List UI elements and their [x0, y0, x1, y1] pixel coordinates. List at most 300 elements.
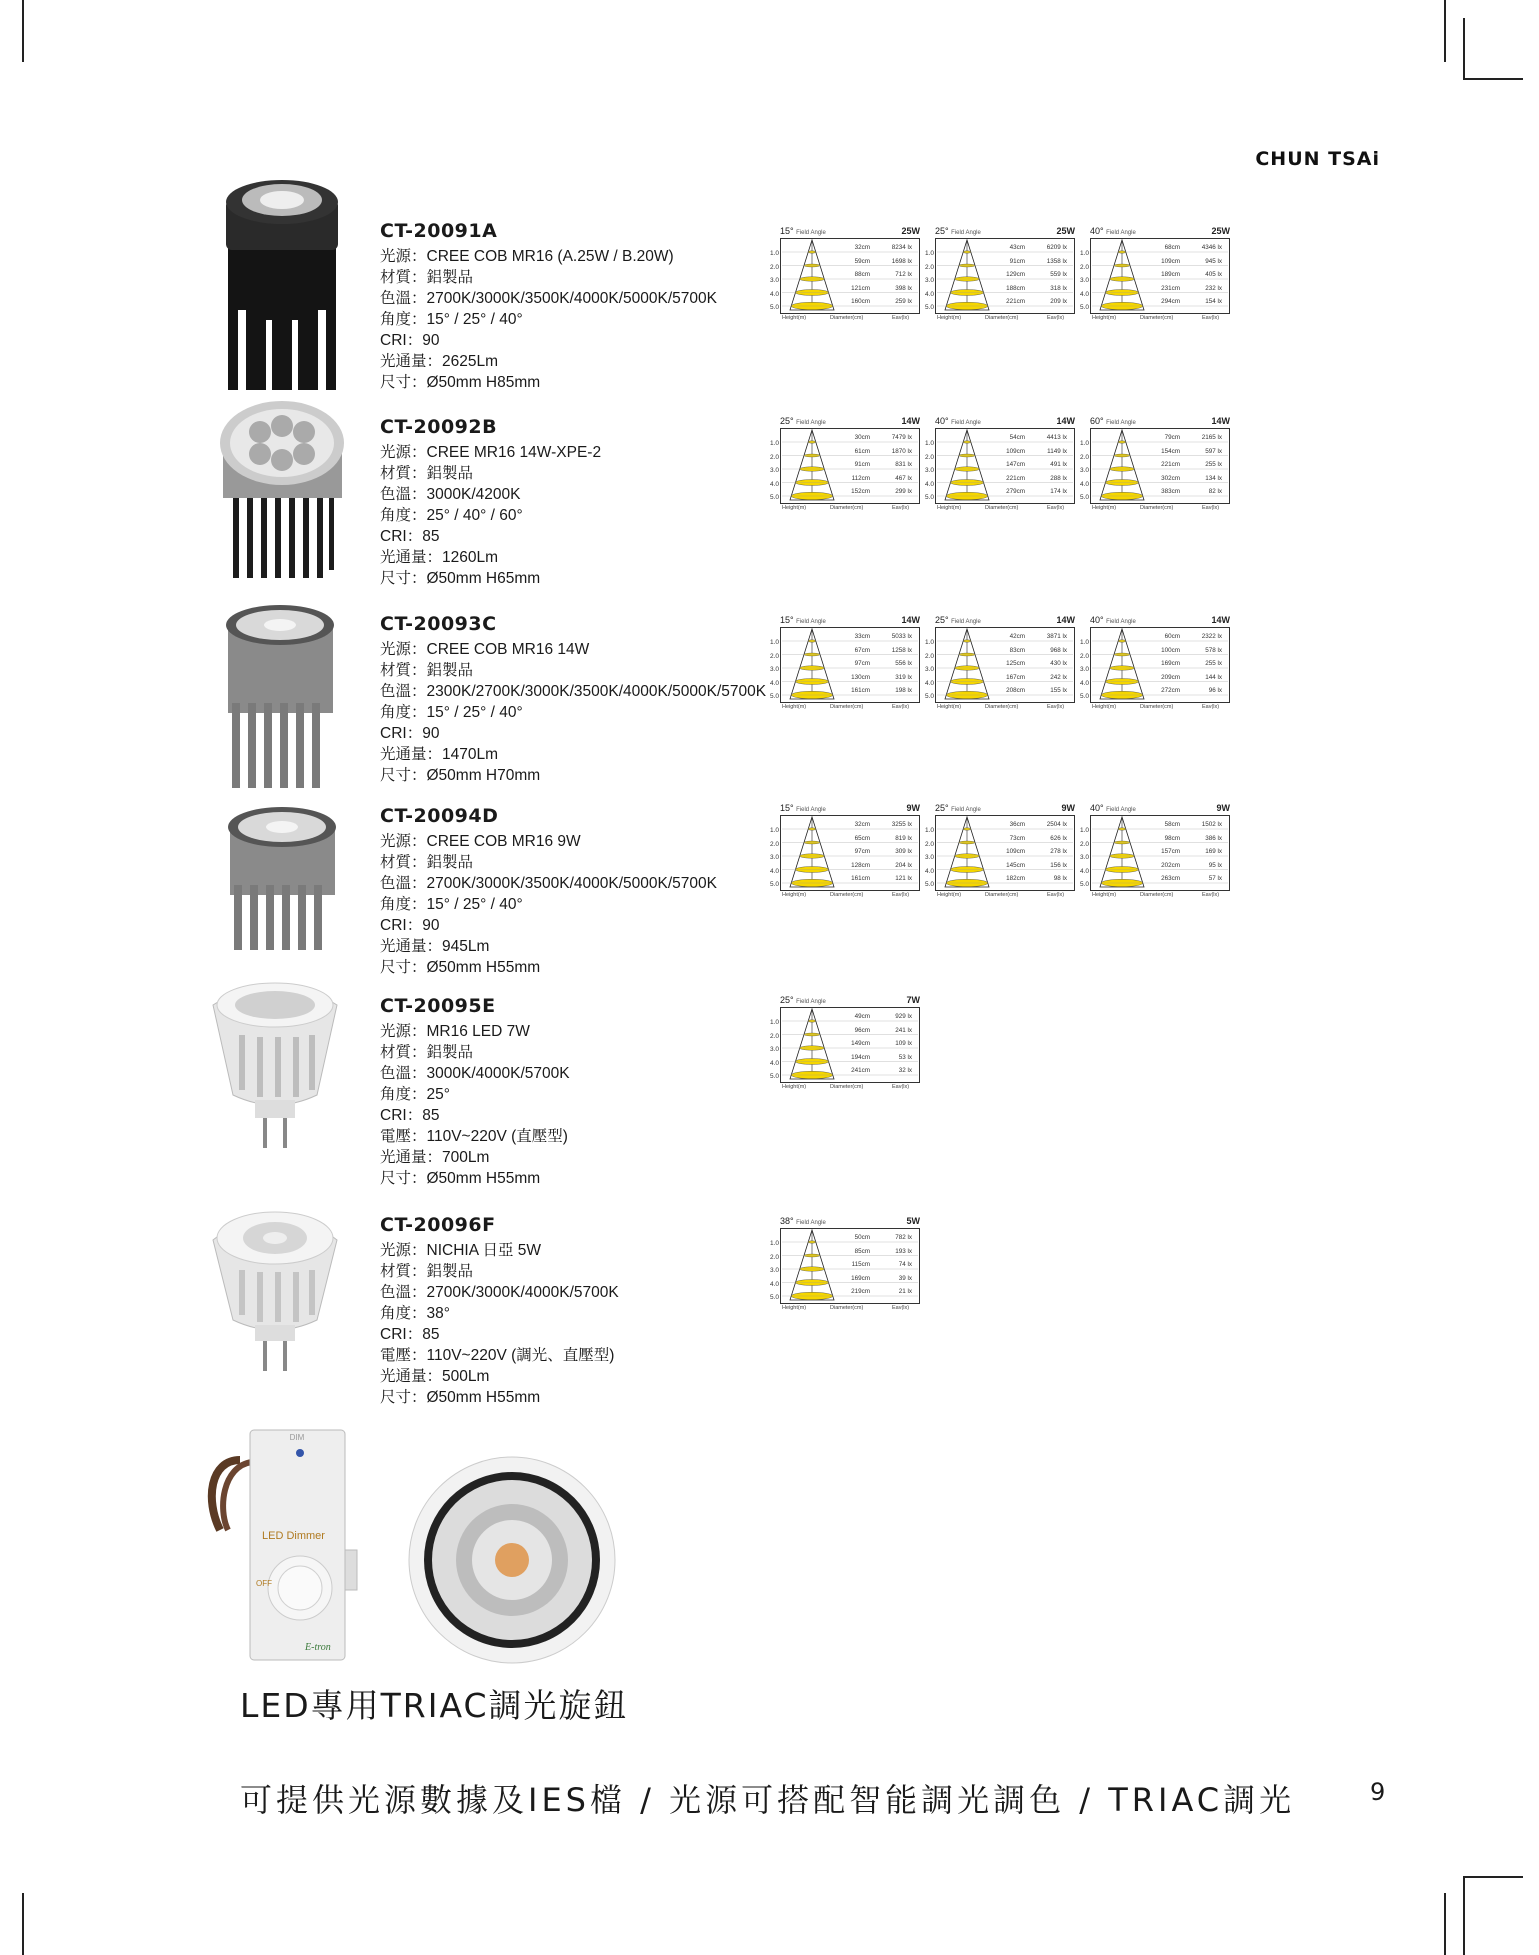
crop-mark-bottom-left	[22, 1893, 24, 1955]
chart-angle	[780, 615, 826, 625]
illuminance: 1358 lx	[1046, 257, 1067, 265]
illuminance: 467 lx	[895, 474, 912, 482]
chart-height-label: 3.0	[1080, 666, 1090, 673]
chart-field-angle-label: Field Angle	[796, 1220, 826, 1226]
chart-height-label: 3.0	[770, 666, 780, 673]
spec-cri: CRI：90	[380, 917, 440, 934]
crop-mark-top-right-h	[1463, 78, 1523, 80]
chart-data-row	[836, 1054, 920, 1061]
illuminance: 39 lx	[898, 1274, 912, 1282]
chart-eav-axis-label: Eav(lx)	[1202, 704, 1220, 710]
chart-data-row	[836, 1040, 920, 1047]
beam-diameter: 149cm	[851, 1040, 870, 1047]
chart-height-label: 1.0	[925, 639, 935, 646]
dimmer-off-label: OFF	[256, 1579, 272, 1588]
chart-data-row	[991, 285, 1075, 292]
chart-height-label: 5.0	[770, 881, 780, 888]
chart-field-angle-label: Field Angle	[796, 420, 826, 426]
beam-diameter: 129cm	[1006, 271, 1025, 278]
beam-diameter: 202cm	[1161, 861, 1180, 869]
chart-height-label: 1.0	[925, 827, 935, 834]
chart-height-label: 5.0	[925, 881, 935, 888]
beam-chart	[770, 995, 930, 1105]
chart-angle	[1090, 416, 1136, 426]
chart-field-angle-label: Field Angle	[951, 619, 981, 625]
illuminance: 109 lx	[895, 1040, 912, 1047]
chart-field-angle-label: Field Angle	[796, 619, 826, 625]
chart-wattage: 5W	[906, 1216, 920, 1226]
beam-diameter: 209cm	[1161, 673, 1180, 681]
beam-diameter: 33cm	[854, 633, 870, 640]
chart-field-angle-label: Field Angle	[951, 807, 981, 813]
crop-mark-top-left	[22, 0, 24, 62]
spec-color-temp: 色溫：3000K/4000K/5700K	[380, 1065, 570, 1082]
dimmer-top-label: DIM	[289, 1433, 305, 1442]
beam-diameter: 88cm	[854, 271, 870, 278]
beam-diameter: 98cm	[1164, 834, 1180, 842]
chart-data-row	[836, 1261, 920, 1268]
beam-diameter: 231cm	[1161, 284, 1180, 292]
illuminance: 121 lx	[895, 875, 912, 882]
spec-cri: CRI：85	[380, 528, 440, 545]
beam-diameter: 294cm	[1161, 298, 1180, 305]
chart-data-row	[991, 674, 1075, 681]
illuminance: 4413 lx	[1046, 434, 1067, 441]
spec-lumen: 光通量：945Lm	[380, 938, 490, 955]
chart-data-row	[1146, 862, 1230, 869]
chart-field-angle-label: Field Angle	[796, 999, 826, 1005]
illuminance: 578 lx	[1205, 646, 1222, 654]
beam-chart	[925, 615, 1085, 725]
chart-height-label: 5.0	[1080, 304, 1090, 311]
chart-height-label: 3.0	[925, 854, 935, 861]
chart-field-angle-label: Field Angle	[951, 230, 981, 236]
illuminance: 6209 lx	[1046, 244, 1067, 251]
chart-field-angle-label: Field Angle	[1106, 807, 1136, 813]
dimmer-maker-label: E-tron	[305, 1642, 331, 1653]
chart-angle-value: 15°	[780, 803, 794, 813]
chart-height-label: 2.0	[770, 263, 780, 271]
spec-size: 尺寸：Ø50mm H85mm	[380, 374, 541, 391]
chart-wattage: 14W	[1211, 416, 1230, 426]
chart-height-label: 4.0	[925, 290, 935, 298]
chart-field-angle-label: Field Angle	[796, 230, 826, 236]
spec-material: 材質：鋁製品	[380, 662, 474, 679]
beam-chart	[1080, 615, 1240, 725]
beam-diameter: 49cm	[854, 1013, 870, 1020]
illuminance: 319 lx	[895, 673, 912, 681]
footer-note: 可提供光源數據及IES檔 / 光源可搭配智能調光調色 / TRIAC調光	[240, 1781, 1296, 1819]
beam-diameter: 241cm	[851, 1067, 870, 1074]
illuminance: 4346 lx	[1201, 244, 1222, 251]
chart-height-label: 1.0	[925, 440, 935, 447]
chart-eav-axis-label: Eav(lx)	[1202, 505, 1220, 511]
chart-data-row	[836, 821, 920, 828]
chart-height-label: 5.0	[1080, 693, 1090, 700]
chart-data-row	[836, 244, 920, 251]
crop-mark-top-right-v	[1463, 18, 1465, 80]
chart-data-row	[991, 633, 1075, 640]
chart-field-angle-label: Field Angle	[951, 420, 981, 426]
beam-diameter: 121cm	[851, 284, 870, 292]
beam-diameter: 194cm	[851, 1053, 870, 1061]
chart-angle-value: 60°	[1090, 416, 1104, 426]
chart-height-label: 2.0	[925, 840, 935, 848]
illuminance: 782 lx	[895, 1234, 912, 1241]
illuminance: 2504 lx	[1046, 821, 1067, 828]
beam-chart	[1080, 416, 1240, 526]
chart-data-row	[1146, 285, 1230, 292]
chart-data-row	[836, 1234, 920, 1241]
chart-data-row	[991, 488, 1075, 495]
beam-diameter: 100cm	[1161, 646, 1180, 654]
chart-height-axis-label: Height(m)	[782, 1305, 807, 1311]
beam-diameter: 125cm	[1006, 660, 1025, 667]
chart-height-label: 4.0	[1080, 867, 1090, 875]
chart-data-row	[836, 848, 920, 855]
beam-diameter: 65cm	[854, 834, 870, 842]
chart-angle-value: 25°	[935, 615, 949, 625]
chart-height-label: 5.0	[770, 304, 780, 311]
spec-size: 尺寸：Ø50mm H65mm	[380, 570, 541, 587]
spec-size: 尺寸：Ø50mm H55mm	[380, 959, 541, 976]
chart-angle	[1090, 226, 1136, 236]
chart-data-row	[1146, 475, 1230, 482]
chart-height-label: 3.0	[925, 277, 935, 284]
chart-height-axis-label: Height(m)	[782, 1084, 807, 1090]
beam-diameter: 109cm	[1161, 257, 1180, 265]
chart-height-label: 4.0	[770, 679, 780, 687]
chart-data-row	[991, 875, 1075, 882]
chart-height-label: 1.0	[1080, 827, 1090, 834]
chart-diameter-axis-label: Diameter(cm)	[830, 704, 864, 710]
spec-lumen: 光通量：700Lm	[380, 1149, 490, 1166]
spec-material: 材質：鋁製品	[380, 269, 474, 286]
chart-data-row	[836, 1248, 920, 1255]
illuminance: 193 lx	[895, 1247, 912, 1255]
chart-diameter-axis-label: Diameter(cm)	[985, 892, 1019, 898]
chart-eav-axis-label: Eav(lx)	[892, 1305, 910, 1311]
model-number: CT-20094D	[380, 805, 499, 827]
chart-height-axis-label: Height(m)	[937, 315, 962, 321]
chart-wattage: 9W	[906, 803, 920, 813]
spec-light-source: 光源：CREE COB MR16 9W	[380, 833, 581, 850]
beam-diameter: 109cm	[1006, 848, 1025, 855]
spec-cri: CRI：90	[380, 725, 440, 742]
chart-height-axis-label: Height(m)	[1092, 892, 1117, 898]
chart-data-row	[1146, 660, 1230, 667]
illuminance: 309 lx	[895, 848, 912, 855]
chart-height-label: 4.0	[925, 867, 935, 875]
illuminance: 232 lx	[1205, 284, 1222, 292]
chart-data-row	[991, 687, 1075, 694]
illuminance: 7479 lx	[891, 434, 912, 441]
illuminance: 32 lx	[898, 1067, 912, 1074]
model-number: CT-20095E	[380, 995, 496, 1017]
chart-data-row	[836, 687, 920, 694]
chart-data-row	[991, 244, 1075, 251]
illuminance: 155 lx	[1050, 687, 1067, 694]
chart-height-label: 1.0	[770, 250, 780, 257]
chart-height-label: 4.0	[1080, 480, 1090, 488]
spec-color-temp: 色溫：2700K/3000K/4000K/5700K	[380, 1284, 619, 1301]
beam-diameter: 58cm	[1164, 821, 1180, 828]
chart-diameter-axis-label: Diameter(cm)	[830, 505, 864, 511]
chart-angle	[935, 416, 981, 426]
chart-data-row	[836, 1275, 920, 1282]
chart-eav-axis-label: Eav(lx)	[892, 1084, 910, 1090]
chart-height-label: 3.0	[1080, 277, 1090, 284]
spec-size: 尺寸：Ø50mm H55mm	[380, 1389, 541, 1406]
chart-data-row	[1146, 848, 1230, 855]
product-photo-cob-mr16-14w	[218, 603, 343, 793]
beam-diameter: 32cm	[854, 821, 870, 828]
chart-diameter-axis-label: Diameter(cm)	[1140, 505, 1174, 511]
chart-height-axis-label: Height(m)	[782, 505, 807, 511]
chart-angle-value: 38°	[780, 1216, 794, 1226]
illuminance: 819 lx	[895, 834, 912, 842]
beam-chart	[770, 226, 930, 336]
illuminance: 318 lx	[1050, 284, 1067, 292]
illuminance: 597 lx	[1205, 447, 1222, 455]
chart-height-label: 1.0	[1080, 639, 1090, 646]
dimmer-label: LED Dimmer	[262, 1530, 325, 1542]
chart-diameter-axis-label: Diameter(cm)	[830, 892, 864, 898]
chart-height-label: 3.0	[770, 854, 780, 861]
chart-height-axis-label: Height(m)	[1092, 505, 1117, 511]
beam-diameter: 221cm	[1006, 474, 1025, 482]
illuminance: 626 lx	[1050, 834, 1067, 842]
illuminance: 156 lx	[1050, 861, 1067, 869]
beam-chart	[770, 615, 930, 725]
beam-diameter: 50cm	[854, 1234, 870, 1241]
beam-diameter: 43cm	[1009, 244, 1025, 251]
beam-diameter: 147cm	[1006, 461, 1025, 468]
chart-data-row	[991, 862, 1075, 869]
illuminance: 242 lx	[1050, 673, 1067, 681]
chart-height-axis-label: Height(m)	[1092, 704, 1117, 710]
chart-data-row	[1146, 448, 1230, 455]
illuminance: 299 lx	[895, 488, 912, 495]
chart-angle-value: 40°	[935, 416, 949, 426]
chart-height-label: 3.0	[1080, 467, 1090, 474]
beam-diameter: 79cm	[1164, 434, 1180, 441]
chart-angle	[780, 803, 826, 813]
product-photo-led-module	[215, 398, 350, 583]
beam-diameter: 182cm	[1006, 875, 1025, 882]
chart-height-label: 5.0	[770, 1073, 780, 1080]
chart-angle-value: 15°	[780, 226, 794, 236]
chart-height-label: 4.0	[770, 1280, 780, 1288]
chart-data-row	[1146, 434, 1230, 441]
chart-data-row	[991, 298, 1075, 305]
chart-diameter-axis-label: Diameter(cm)	[985, 704, 1019, 710]
beam-diameter: 279cm	[1006, 488, 1025, 495]
product-photo-cob-downlight	[218, 180, 346, 390]
spec-color-temp: 色溫：3000K/4200K	[380, 486, 521, 503]
spec-block	[380, 805, 717, 978]
beam-diameter: 219cm	[851, 1288, 870, 1295]
illuminance: 96 lx	[1208, 687, 1222, 694]
chart-angle	[935, 226, 981, 236]
chart-height-label: 2.0	[1080, 840, 1090, 848]
model-number: CT-20092B	[380, 416, 498, 438]
chart-height-axis-label: Height(m)	[782, 892, 807, 898]
chart-eav-axis-label: Eav(lx)	[1047, 704, 1065, 710]
illuminance: 3871 lx	[1046, 633, 1067, 640]
spec-color-temp: 色溫：2700K/3000K/3500K/4000K/5000K/5700K	[380, 290, 717, 307]
chart-data-row	[1146, 821, 1230, 828]
chart-data-row	[1146, 835, 1230, 842]
illuminance: 74 lx	[898, 1261, 912, 1268]
chart-angle-value: 40°	[1090, 226, 1104, 236]
chart-height-label: 2.0	[770, 453, 780, 461]
chart-data-row	[836, 1013, 920, 1020]
chart-wattage: 14W	[1211, 615, 1230, 625]
chart-height-label: 5.0	[925, 494, 935, 501]
chart-height-label: 4.0	[770, 480, 780, 488]
chart-data-row	[1146, 258, 1230, 265]
chart-data-row	[991, 461, 1075, 468]
spec-angle: 角度：25°	[380, 1086, 450, 1103]
chart-data-row	[991, 271, 1075, 278]
beam-chart	[925, 416, 1085, 526]
illuminance: 82 lx	[1208, 488, 1222, 495]
chart-data-row	[991, 848, 1075, 855]
beam-diameter: 160cm	[851, 298, 870, 305]
spec-light-source: 光源：CREE MR16 14W-XPE-2	[380, 444, 602, 461]
spec-block	[380, 613, 766, 786]
chart-data-row	[836, 1288, 920, 1295]
chart-height-label: 3.0	[770, 277, 780, 284]
spec-light-source: 光源：CREE COB MR16 14W	[380, 641, 590, 658]
beam-diameter: 169cm	[851, 1274, 870, 1282]
spec-cri: CRI：85	[380, 1326, 440, 1343]
dimmer-caption: LED專用TRIAC調光旋鈕	[240, 1686, 629, 1725]
chart-angle-value: 25°	[935, 226, 949, 236]
chart-data-row	[991, 835, 1075, 842]
spec-size: 尺寸：Ø50mm H55mm	[380, 1170, 541, 1187]
chart-data-row	[1146, 687, 1230, 694]
chart-height-label: 5.0	[1080, 881, 1090, 888]
beam-diameter: 115cm	[851, 1261, 870, 1268]
chart-data-row	[836, 448, 920, 455]
chart-height-label: 3.0	[1080, 854, 1090, 861]
crop-mark-bottom-right-v	[1463, 1876, 1465, 1955]
chart-angle	[780, 995, 826, 1005]
chart-wattage: 14W	[1056, 416, 1075, 426]
chart-height-label: 1.0	[770, 827, 780, 834]
beam-diameter: 67cm	[854, 646, 870, 654]
chart-data-row	[836, 298, 920, 305]
spec-material: 材質：鋁製品	[380, 1044, 474, 1061]
spec-light-source: 光源：MR16 LED 7W	[380, 1023, 530, 1040]
chart-angle	[780, 1216, 826, 1226]
spec-lumen: 光通量：2625Lm	[380, 353, 499, 370]
beam-chart	[1080, 803, 1240, 913]
chart-data-row	[836, 633, 920, 640]
chart-angle-value: 25°	[780, 416, 794, 426]
beam-diameter: 152cm	[851, 488, 870, 495]
chart-diameter-axis-label: Diameter(cm)	[1140, 315, 1174, 321]
illuminance: 1870 lx	[891, 447, 912, 455]
crop-mark-bottom-right-h	[1463, 1876, 1523, 1878]
spec-voltage: 電壓：110V~220V (直壓型)	[380, 1128, 568, 1145]
chart-angle	[935, 615, 981, 625]
chart-wattage: 7W	[906, 995, 920, 1005]
beam-diameter: 42cm	[1009, 633, 1025, 640]
beam-diameter: 189cm	[1161, 271, 1180, 278]
chart-diameter-axis-label: Diameter(cm)	[1140, 704, 1174, 710]
chart-height-label: 1.0	[770, 1019, 780, 1026]
beam-diameter: 85cm	[854, 1247, 870, 1255]
chart-data-row	[1146, 633, 1230, 640]
chart-height-label: 4.0	[1080, 290, 1090, 298]
spec-lumen: 光通量：1260Lm	[380, 549, 499, 566]
chart-field-angle-label: Field Angle	[1106, 230, 1136, 236]
illuminance: 945 lx	[1205, 257, 1222, 265]
chart-eav-axis-label: Eav(lx)	[892, 505, 910, 511]
chart-data-row	[836, 674, 920, 681]
chart-height-label: 2.0	[925, 263, 935, 271]
chart-height-label: 1.0	[770, 440, 780, 447]
beam-diameter: 157cm	[1161, 848, 1180, 855]
spec-light-source: 光源：NICHIA 日亞 5W	[380, 1242, 542, 1259]
chart-eav-axis-label: Eav(lx)	[1047, 892, 1065, 898]
beam-diameter: 97cm	[854, 660, 870, 667]
crop-mark-bottom-right-v2	[1444, 1893, 1446, 1955]
chart-height-label: 2.0	[770, 652, 780, 660]
beam-diameter: 96cm	[854, 1026, 870, 1034]
beam-diameter: 383cm	[1161, 488, 1180, 495]
illuminance: 491 lx	[1050, 461, 1067, 468]
illuminance: 209 lx	[1050, 298, 1067, 305]
chart-height-label: 4.0	[925, 480, 935, 488]
spec-angle: 角度：15° / 25° / 40°	[380, 896, 523, 913]
chart-wattage: 14W	[1056, 615, 1075, 625]
chart-height-label: 2.0	[925, 453, 935, 461]
chart-height-label: 1.0	[1080, 250, 1090, 257]
dimmer-photo	[200, 1420, 360, 1670]
illuminance: 255 lx	[1205, 660, 1222, 667]
chart-data-row	[1146, 674, 1230, 681]
beam-chart	[1080, 226, 1240, 336]
beam-diameter: 54cm	[1009, 434, 1025, 441]
spec-cri: CRI：85	[380, 1107, 440, 1124]
crop-mark-top-right-v2	[1444, 0, 1446, 62]
page-number: 9	[1370, 1778, 1386, 1806]
chart-diameter-axis-label: Diameter(cm)	[830, 315, 864, 321]
chart-data-row	[991, 475, 1075, 482]
chart-diameter-axis-label: Diameter(cm)	[985, 315, 1019, 321]
illuminance: 98 lx	[1053, 875, 1067, 882]
chart-angle-value: 40°	[1090, 803, 1104, 813]
illuminance: 144 lx	[1205, 673, 1222, 681]
chart-height-label: 4.0	[925, 679, 935, 687]
beam-chart	[770, 1216, 930, 1326]
bulb-front-photo	[405, 1455, 620, 1665]
beam-diameter: 128cm	[851, 861, 870, 869]
chart-data-row	[836, 434, 920, 441]
chart-data-row	[1146, 298, 1230, 305]
chart-height-label: 3.0	[925, 666, 935, 673]
beam-diameter: 68cm	[1164, 244, 1180, 251]
illuminance: 57 lx	[1208, 875, 1222, 882]
spec-lumen: 光通量：500Lm	[380, 1368, 490, 1385]
chart-data-row	[1146, 461, 1230, 468]
illuminance: 198 lx	[895, 687, 912, 694]
chart-data-row	[836, 475, 920, 482]
